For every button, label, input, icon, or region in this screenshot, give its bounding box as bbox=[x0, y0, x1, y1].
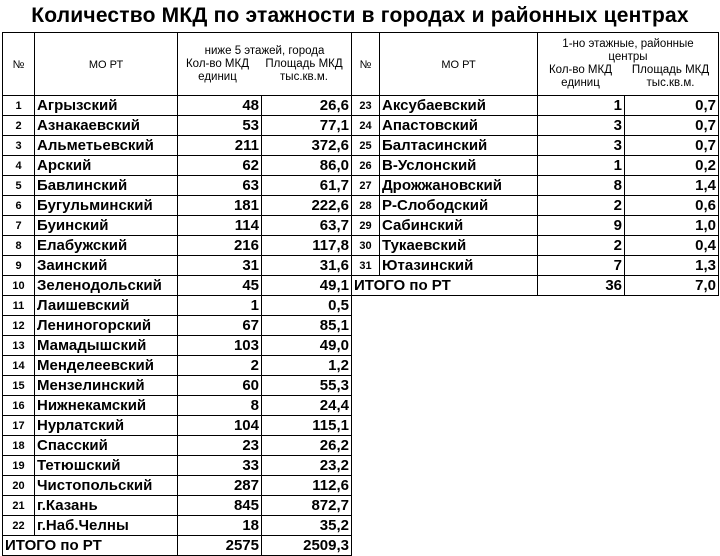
municipality-name: Зеленодольский bbox=[35, 276, 178, 296]
mkd-area: 26,2 bbox=[262, 436, 352, 456]
table-row bbox=[3, 376, 719, 396]
mkd-area: 1,2 bbox=[262, 356, 352, 376]
mkd-count: 67 bbox=[178, 316, 262, 336]
row-number: 11 bbox=[3, 296, 35, 316]
municipality-name: Аксубаевский bbox=[380, 96, 538, 116]
empty-cell bbox=[352, 456, 380, 476]
empty-cell bbox=[538, 316, 625, 336]
row-number: 15 bbox=[3, 376, 35, 396]
mkd-area: 24,4 bbox=[262, 396, 352, 416]
right-num-header: № bbox=[352, 33, 380, 96]
right-count-label: Кол-во МКД единиц bbox=[548, 64, 613, 89]
empty-cell bbox=[380, 496, 538, 516]
mkd-area: 61,7 bbox=[262, 176, 352, 196]
empty-cell bbox=[625, 396, 719, 416]
mkd-area: 1,0 bbox=[625, 216, 719, 236]
row-number: 19 bbox=[3, 456, 35, 476]
row-number: 28 bbox=[352, 196, 380, 216]
empty-cell bbox=[380, 316, 538, 336]
municipality-name: Азнакаевский bbox=[35, 116, 178, 136]
empty-cell bbox=[380, 336, 538, 356]
table-row bbox=[3, 456, 719, 476]
empty-cell bbox=[380, 356, 538, 376]
municipality-name: Мамадышский bbox=[35, 336, 178, 356]
table-row bbox=[3, 316, 719, 336]
mkd-count: 2 bbox=[538, 196, 625, 216]
empty-cell bbox=[625, 456, 719, 476]
table-row bbox=[3, 496, 719, 516]
mkd-count: 60 bbox=[178, 376, 262, 396]
mkd-count: 7 bbox=[538, 256, 625, 276]
empty-cell bbox=[380, 536, 538, 556]
mkd-area: 31,6 bbox=[262, 256, 352, 276]
row-number: 13 bbox=[3, 336, 35, 356]
table-row bbox=[3, 156, 719, 176]
empty-cell bbox=[625, 536, 719, 556]
empty-cell bbox=[380, 456, 538, 476]
municipality-name: Агрызский bbox=[35, 96, 178, 116]
empty-cell bbox=[538, 436, 625, 456]
mkd-area: 55,3 bbox=[262, 376, 352, 396]
empty-cell bbox=[352, 316, 380, 336]
row-number: 25 bbox=[352, 136, 380, 156]
row-number: 17 bbox=[3, 416, 35, 436]
mkd-area: 115,1 bbox=[262, 416, 352, 436]
empty-cell bbox=[625, 516, 719, 536]
municipality-name: Тетюшский bbox=[35, 456, 178, 476]
municipality-name: Бугульминский bbox=[35, 196, 178, 216]
empty-cell bbox=[538, 296, 625, 316]
total-label: ИТОГО по РТ bbox=[352, 276, 538, 296]
table-row bbox=[3, 276, 719, 296]
table-row bbox=[3, 416, 719, 436]
municipality-name: Менделеевский bbox=[35, 356, 178, 376]
empty-cell bbox=[625, 316, 719, 336]
table-row bbox=[3, 356, 719, 376]
total-area: 7,0 bbox=[625, 276, 719, 296]
table-row bbox=[3, 196, 719, 216]
row-number: 2 bbox=[3, 116, 35, 136]
empty-cell bbox=[352, 536, 380, 556]
left-count-label: Кол-во МКД единиц bbox=[185, 57, 250, 83]
empty-cell bbox=[352, 396, 380, 416]
mkd-area: 1,3 bbox=[625, 256, 719, 276]
row-number: 4 bbox=[3, 156, 35, 176]
empty-cell bbox=[625, 356, 719, 376]
mkd-count: 2 bbox=[538, 236, 625, 256]
empty-cell bbox=[380, 416, 538, 436]
municipality-name: Балтасинский bbox=[380, 136, 538, 156]
municipality-name: Елабужский bbox=[35, 236, 178, 256]
table-row bbox=[3, 516, 719, 536]
row-number: 24 bbox=[352, 116, 380, 136]
municipality-name: Дрожжановский bbox=[380, 176, 538, 196]
empty-cell bbox=[380, 476, 538, 496]
empty-cell bbox=[538, 476, 625, 496]
table-row bbox=[3, 136, 719, 156]
municipality-name: Лаишевский bbox=[35, 296, 178, 316]
left-num-header: № bbox=[3, 33, 35, 96]
mkd-area: 222,6 bbox=[262, 196, 352, 216]
table-row bbox=[3, 236, 719, 256]
municipality-name: Р-Слободский bbox=[380, 196, 538, 216]
empty-cell bbox=[380, 516, 538, 536]
mkd-count: 48 bbox=[178, 96, 262, 116]
row-number: 9 bbox=[3, 256, 35, 276]
row-number: 18 bbox=[3, 436, 35, 456]
mkd-area: 0,6 bbox=[625, 196, 719, 216]
empty-cell bbox=[352, 416, 380, 436]
mkd-count: 1 bbox=[178, 296, 262, 316]
municipality-name: Альметьевский bbox=[35, 136, 178, 156]
mkd-count: 33 bbox=[178, 456, 262, 476]
mkd-count: 53 bbox=[178, 116, 262, 136]
empty-cell bbox=[352, 516, 380, 536]
mkd-count: 114 bbox=[178, 216, 262, 236]
mkd-count: 8 bbox=[538, 176, 625, 196]
mkd-count: 9 bbox=[538, 216, 625, 236]
total-area: 2509,3 bbox=[262, 536, 352, 556]
empty-cell bbox=[538, 536, 625, 556]
empty-cell bbox=[538, 376, 625, 396]
table-row bbox=[3, 396, 719, 416]
row-number: 12 bbox=[3, 316, 35, 336]
empty-cell bbox=[538, 516, 625, 536]
empty-cell bbox=[352, 496, 380, 516]
empty-cell bbox=[380, 296, 538, 316]
mkd-count: 31 bbox=[178, 256, 262, 276]
mkd-count: 1 bbox=[538, 156, 625, 176]
municipality-name: Нурлатский bbox=[35, 416, 178, 436]
row-number: 31 bbox=[352, 256, 380, 276]
empty-cell bbox=[380, 396, 538, 416]
mkd-count: 2 bbox=[178, 356, 262, 376]
table-row bbox=[3, 216, 719, 236]
empty-cell bbox=[538, 416, 625, 436]
empty-cell bbox=[352, 336, 380, 356]
row-number: 7 bbox=[3, 216, 35, 236]
empty-cell bbox=[538, 336, 625, 356]
empty-cell bbox=[380, 376, 538, 396]
mkd-area: 86,0 bbox=[262, 156, 352, 176]
empty-cell bbox=[625, 376, 719, 396]
mkd-area: 49,0 bbox=[262, 336, 352, 356]
mkd-area: 117,8 bbox=[262, 236, 352, 256]
mkd-area: 1,4 bbox=[625, 176, 719, 196]
municipality-name: В-Услонский bbox=[380, 156, 538, 176]
mkd-area: 0,7 bbox=[625, 116, 719, 136]
row-number: 10 bbox=[3, 276, 35, 296]
mkd-area: 35,2 bbox=[262, 516, 352, 536]
mkd-count: 3 bbox=[538, 116, 625, 136]
empty-cell bbox=[538, 456, 625, 476]
empty-cell bbox=[538, 496, 625, 516]
right-mo-header: МО РТ bbox=[380, 33, 538, 96]
municipality-name: Арский bbox=[35, 156, 178, 176]
mkd-area: 0,2 bbox=[625, 156, 719, 176]
mkd-count: 287 bbox=[178, 476, 262, 496]
empty-cell bbox=[352, 476, 380, 496]
left-mo-header: МО РТ bbox=[35, 33, 178, 96]
mkd-area: 372,6 bbox=[262, 136, 352, 156]
empty-cell bbox=[625, 336, 719, 356]
mkd-area: 26,6 bbox=[262, 96, 352, 116]
mkd-count: 103 bbox=[178, 336, 262, 356]
empty-cell bbox=[352, 356, 380, 376]
mkd-area: 0,5 bbox=[262, 296, 352, 316]
row-number: 21 bbox=[3, 496, 35, 516]
mkd-area: 872,7 bbox=[262, 496, 352, 516]
mkd-area: 23,2 bbox=[262, 456, 352, 476]
mkd-count: 62 bbox=[178, 156, 262, 176]
empty-cell bbox=[352, 296, 380, 316]
table-row bbox=[3, 176, 719, 196]
left-area-label: Площадь МКД тыс.кв.м. bbox=[265, 57, 343, 83]
total-count: 36 bbox=[538, 276, 625, 296]
municipality-name: г.Наб.Челны bbox=[35, 516, 178, 536]
mkd-count: 845 bbox=[178, 496, 262, 516]
municipality-name: Спасский bbox=[35, 436, 178, 456]
mkd-count: 45 bbox=[178, 276, 262, 296]
municipality-name: Тукаевский bbox=[380, 236, 538, 256]
mkd-count: 18 bbox=[178, 516, 262, 536]
municipality-name: Мензелинский bbox=[35, 376, 178, 396]
right-group-header bbox=[538, 33, 719, 96]
municipality-name: Буинский bbox=[35, 216, 178, 236]
mkd-count: 63 bbox=[178, 176, 262, 196]
row-number: 3 bbox=[3, 136, 35, 156]
empty-cell bbox=[380, 436, 538, 456]
row-number: 6 bbox=[3, 196, 35, 216]
left-group-label: ниже 5 этажей, города bbox=[204, 44, 325, 57]
header-row bbox=[3, 33, 719, 96]
empty-cell bbox=[352, 376, 380, 396]
mkd-count: 104 bbox=[178, 416, 262, 436]
empty-cell bbox=[625, 296, 719, 316]
empty-cell bbox=[625, 416, 719, 436]
row-number: 8 bbox=[3, 236, 35, 256]
row-number: 22 bbox=[3, 516, 35, 536]
right-group-label: 1-но этажные, районные центры bbox=[562, 38, 694, 63]
empty-cell bbox=[625, 436, 719, 456]
municipality-name: Заинский bbox=[35, 256, 178, 276]
mkd-area: 0,4 bbox=[625, 236, 719, 256]
mkd-count: 181 bbox=[178, 196, 262, 216]
mkd-area: 0,7 bbox=[625, 96, 719, 116]
row-number: 27 bbox=[352, 176, 380, 196]
municipality-name: Сабинский bbox=[380, 216, 538, 236]
mkd-area: 112,6 bbox=[262, 476, 352, 496]
row-number: 14 bbox=[3, 356, 35, 376]
left-group-header bbox=[178, 33, 352, 96]
total-label: ИТОГО по РТ bbox=[3, 536, 178, 556]
empty-cell bbox=[625, 476, 719, 496]
mkd-count: 211 bbox=[178, 136, 262, 156]
mkd-count: 8 bbox=[178, 396, 262, 416]
municipality-name: г.Казань bbox=[35, 496, 178, 516]
table-row bbox=[3, 296, 719, 316]
row-number: 5 bbox=[3, 176, 35, 196]
mkd-area: 85,1 bbox=[262, 316, 352, 336]
mkd-count: 1 bbox=[538, 96, 625, 116]
municipality-name: Нижнекамский bbox=[35, 396, 178, 416]
mkd-count: 216 bbox=[178, 236, 262, 256]
empty-cell bbox=[625, 496, 719, 516]
table-row bbox=[3, 336, 719, 356]
table-row bbox=[3, 116, 719, 136]
table-row bbox=[3, 476, 719, 496]
row-number: 29 bbox=[352, 216, 380, 236]
table-row bbox=[3, 536, 719, 556]
mkd-area: 77,1 bbox=[262, 116, 352, 136]
row-number: 26 bbox=[352, 156, 380, 176]
right-area-label: Площадь МКД тыс.кв.м. bbox=[631, 64, 710, 89]
municipality-name: Ютазинский bbox=[380, 256, 538, 276]
row-number: 16 bbox=[3, 396, 35, 416]
mkd-area: 49,1 bbox=[262, 276, 352, 296]
row-number: 23 bbox=[352, 96, 380, 116]
row-number: 30 bbox=[352, 236, 380, 256]
total-count: 2575 bbox=[178, 536, 262, 556]
mkd-area: 63,7 bbox=[262, 216, 352, 236]
mkd-table bbox=[2, 32, 719, 556]
mkd-count: 23 bbox=[178, 436, 262, 456]
table-row bbox=[3, 256, 719, 276]
empty-cell bbox=[538, 356, 625, 376]
table-row bbox=[3, 436, 719, 456]
empty-cell bbox=[352, 436, 380, 456]
row-number: 20 bbox=[3, 476, 35, 496]
mkd-area: 0,7 bbox=[625, 136, 719, 156]
municipality-name: Чистопольский bbox=[35, 476, 178, 496]
municipality-name: Апастовский bbox=[380, 116, 538, 136]
municipality-name: Бавлинский bbox=[35, 176, 178, 196]
mkd-count: 3 bbox=[538, 136, 625, 156]
municipality-name: Лениногорский bbox=[35, 316, 178, 336]
empty-cell bbox=[538, 396, 625, 416]
page-title: Количество МКД по этажности в городах и районных центрах bbox=[31, 4, 689, 27]
row-number: 1 bbox=[3, 96, 35, 116]
table-row bbox=[3, 96, 719, 116]
